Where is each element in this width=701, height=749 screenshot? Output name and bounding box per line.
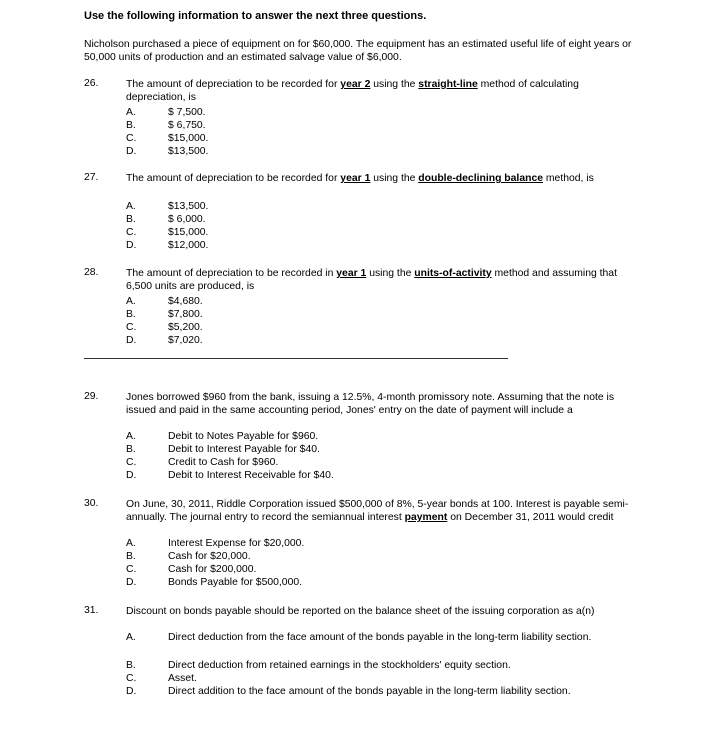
document-page: Use the following information to answer the next three questions. Nicholson purchased a piece of equipment on for $60,000. The equipment has an estimated useful life of eight years or 50,000 units of production and an estimated salvage value of $6,000. 26. The amount of depreciation to be recorded for year 2 using the straight-line method of calculating depreciation, is A. $ 7,500. B. $ 6,750. C. $15,000. D. $13,500. 27. The amount of depreciation to be recorded for year 1 using the double-declining balance method, is A. $13,500. B. $ 6,000. C. $15,000. D. $12,000. 28. The amount of depreciation to be recorded in year 1 using the units-of-activity method and assuming that 6,500 units are produced, is A. $4,680. B. $7,800. C. $5,200. D. $7,020. 29. Jones borrowed $960 from the bank, issuing a 12.5%, 4-month promissory note. Assuming that the note is issued and paid in the same accounting period, Jones' entry on the date of payment will include a A. Debit to Notes Payable for $960. B. Debit to Interest Payable for $40. C. Credit to Cash for $960. D. Debit to Interest Receivable for $40. 30. On June, 30, 2011, Riddle Corporation issued $500,000 of 8%, 5-year bonds at 100. Interest is payable semi-annually. The journal entry to record the semiannual interest payment on December 31, 2011 would credit A. Interest Expense for $20,000. B. Cash for $20,000. C. Cash for $200,000. D. Bonds Payable for $500,000. 31. Discount on bonds payable should be reported on the balance sheet of the issuing corporation as a(n) A. Direct deduction from the face amount of the bonds payable in the long-term liability section. B. Direct deduction from retained earnings in the stockholders' equity section. C. Asset. D. Direct addition to the face amount of the bonds payable in the long-term liability section. [0, 0, 701, 749]
question-stem: On June, 30, 2011, Riddle Corporation issued $500,000 of 8%, 5-year bonds at 100. Interest is payable semi-annually. The journal entry to record the semiannual interest payment on December 31, 2011 would credit [126, 499, 629, 523]
question-stem: The amount of depreciation to be recorded for year 1 using the double-declining balance method, is [126, 173, 594, 184]
section-heading: Use the following information to answer the next three questions. [84, 10, 427, 22]
question-number: 27. [84, 172, 99, 183]
intro-paragraph: Nicholson purchased a piece of equipment on for $60,000. The equipment has an estimated useful life of eight years or 50,000 units of production and an estimated salvage value of $6,000. [84, 39, 632, 63]
question-number: 29. [84, 391, 99, 402]
question-stem: The amount of depreciation to be recorded in year 1 using the units-of-activity method and assuming that 6,500 units are produced, is [126, 268, 617, 292]
question-number: 30. [84, 498, 99, 509]
question-number: 31. [84, 605, 99, 616]
question-number: 28. [84, 267, 99, 278]
question-number: 26. [84, 78, 99, 89]
section-divider [84, 358, 508, 359]
question-stem: Discount on bonds payable should be reported on the balance sheet of the issuing corporation as a(n) [126, 606, 595, 617]
option-a[interactable]: A. Direct deduction from the face amount of the bonds payable in the long-term liability section. [126, 632, 592, 643]
question-stem: The amount of depreciation to be recorded for year 2 using the straight-line method of calculating depreciation, is [126, 79, 579, 103]
question-stem: Jones borrowed $960 from the bank, issuing a 12.5%, 4-month promissory note. Assuming that the note is issued and paid in the same accounting period, Jones' entry on the date of payment will include a [126, 392, 615, 416]
